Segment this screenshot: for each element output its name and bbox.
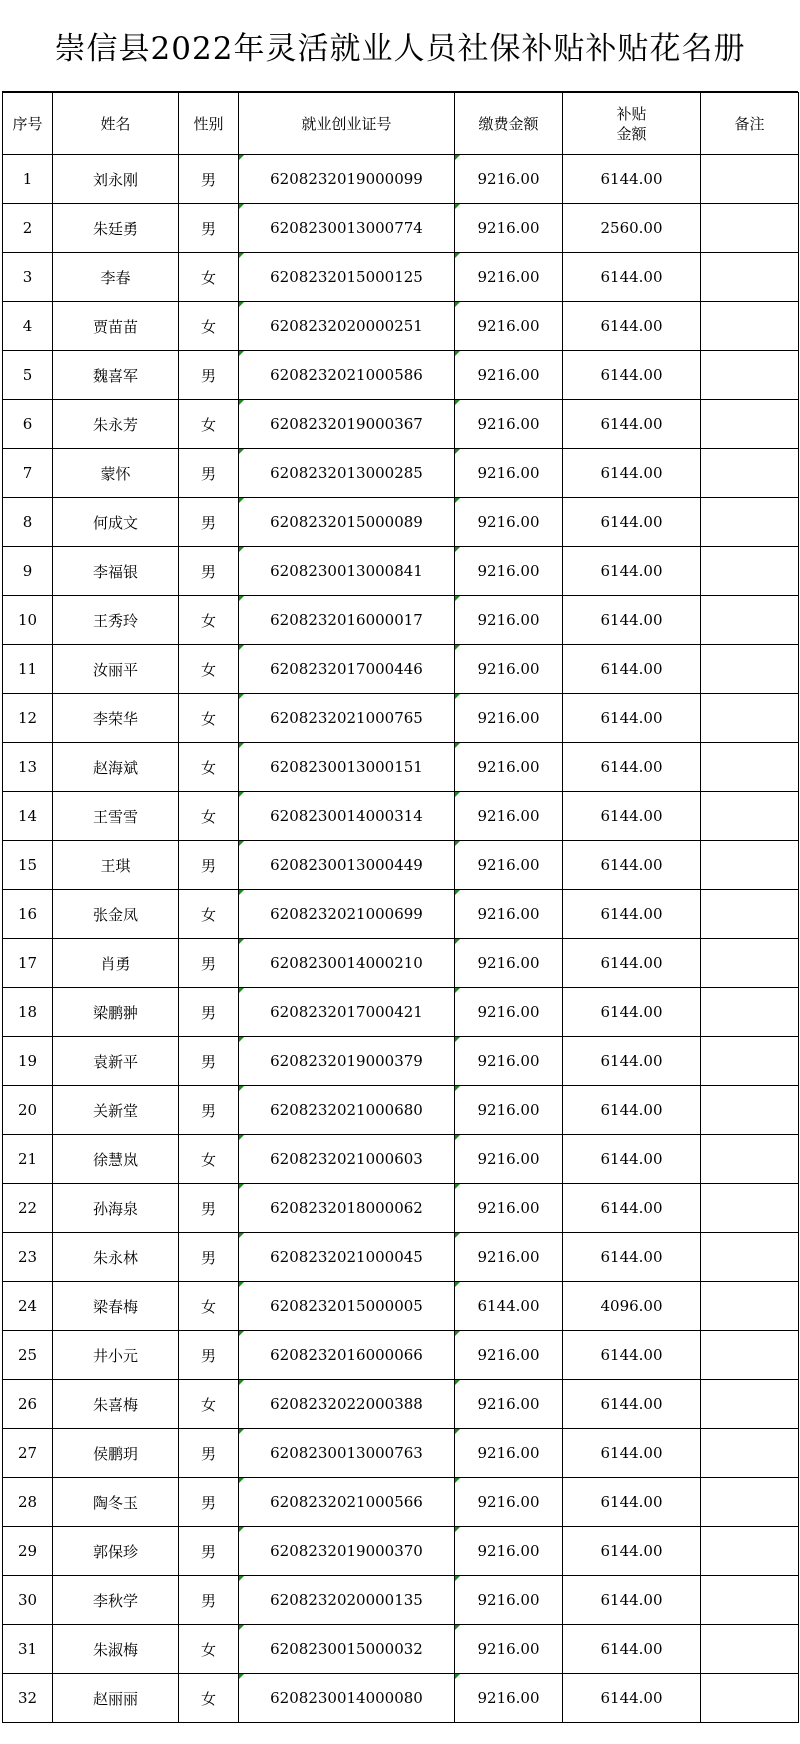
table-row xyxy=(3,1478,799,1527)
cell-sex[interactable]: 女 xyxy=(179,302,239,351)
cell-note[interactable] xyxy=(701,253,799,302)
cell-no[interactable]: 18 xyxy=(3,988,53,1037)
cell-sex[interactable]: 女 xyxy=(179,792,239,841)
cell-no[interactable]: 27 xyxy=(3,1429,53,1478)
cell-cert[interactable]: 6208232019000367 xyxy=(239,400,455,449)
cell-paid[interactable]: 9216.00 xyxy=(455,1429,563,1478)
cell-subsidy[interactable]: 6144.00 xyxy=(563,1576,701,1625)
cell-sex[interactable]: 男 xyxy=(179,547,239,596)
cell-paid[interactable]: 9216.00 xyxy=(455,841,563,890)
cell-name[interactable]: 汝丽平 xyxy=(53,645,179,694)
cell-note[interactable] xyxy=(701,498,799,547)
cell-sex[interactable]: 男 xyxy=(179,449,239,498)
cell-note[interactable] xyxy=(701,1135,799,1184)
table-row xyxy=(3,939,799,988)
cell-note[interactable] xyxy=(701,890,799,939)
cell-paid[interactable]: 9216.00 xyxy=(455,890,563,939)
cell-subsidy[interactable]: 6144.00 xyxy=(563,890,701,939)
cell-paid[interactable]: 9216.00 xyxy=(455,1233,563,1282)
cell-cert[interactable]: 6208230013000841 xyxy=(239,547,455,596)
header-sex[interactable]: 性别 xyxy=(179,93,239,155)
table-row xyxy=(3,155,799,204)
cell-no[interactable]: 9 xyxy=(3,547,53,596)
cell-note[interactable] xyxy=(701,351,799,400)
cell-name[interactable]: 朱永林 xyxy=(53,1233,179,1282)
cell-name[interactable]: 郭保珍 xyxy=(53,1527,179,1576)
cell-cert[interactable]: 6208232021000699 xyxy=(239,890,455,939)
cell-no[interactable]: 19 xyxy=(3,1037,53,1086)
cell-note[interactable] xyxy=(701,1037,799,1086)
table-row xyxy=(3,1576,799,1625)
cell-subsidy[interactable]: 6144.00 xyxy=(563,351,701,400)
cell-sex[interactable]: 女 xyxy=(179,1135,239,1184)
cell-no[interactable]: 16 xyxy=(3,890,53,939)
title-row xyxy=(2,0,798,92)
cell-name[interactable]: 李荣华 xyxy=(53,694,179,743)
cell-cert[interactable]: 6208232017000446 xyxy=(239,645,455,694)
cell-cert[interactable]: 6208232015000089 xyxy=(239,498,455,547)
cell-name[interactable]: 梁鹏翀 xyxy=(53,988,179,1037)
cell-name[interactable]: 朱永芳 xyxy=(53,400,179,449)
table-row xyxy=(3,547,799,596)
cell-sex[interactable]: 男 xyxy=(179,1478,239,1527)
cell-subsidy[interactable]: 6144.00 xyxy=(563,841,701,890)
table-row xyxy=(3,498,799,547)
cell-cert[interactable]: 6208232020000251 xyxy=(239,302,455,351)
table-row xyxy=(3,1331,799,1380)
cell-name[interactable]: 梁春梅 xyxy=(53,1282,179,1331)
cell-paid[interactable]: 9216.00 xyxy=(455,1184,563,1233)
cell-note[interactable] xyxy=(701,1086,799,1135)
table-row xyxy=(3,1380,799,1429)
cell-sex[interactable]: 女 xyxy=(179,253,239,302)
cell-no[interactable]: 14 xyxy=(3,792,53,841)
cell-subsidy[interactable]: 6144.00 xyxy=(563,1429,701,1478)
cell-subsidy[interactable]: 6144.00 xyxy=(563,939,701,988)
table-row xyxy=(3,302,799,351)
cell-name[interactable]: 朱淑梅 xyxy=(53,1625,179,1674)
cell-sex[interactable]: 男 xyxy=(179,841,239,890)
table-row xyxy=(3,351,799,400)
cell-no[interactable]: 10 xyxy=(3,596,53,645)
cell-note[interactable] xyxy=(701,743,799,792)
cell-cert[interactable]: 6208232019000370 xyxy=(239,1527,455,1576)
cell-no[interactable]: 24 xyxy=(3,1282,53,1331)
cell-paid[interactable]: 9216.00 xyxy=(455,1625,563,1674)
cell-cert[interactable]: 6208232022000388 xyxy=(239,1380,455,1429)
cell-no[interactable]: 5 xyxy=(3,351,53,400)
cell-no[interactable]: 3 xyxy=(3,253,53,302)
cell-no[interactable]: 4 xyxy=(3,302,53,351)
cell-note[interactable] xyxy=(701,1527,799,1576)
table-row xyxy=(3,400,799,449)
table-row xyxy=(3,743,799,792)
cell-subsidy[interactable]: 6144.00 xyxy=(563,302,701,351)
cell-sex[interactable]: 女 xyxy=(179,645,239,694)
cell-subsidy[interactable]: 6144.00 xyxy=(563,547,701,596)
cell-subsidy[interactable]: 6144.00 xyxy=(563,1674,701,1723)
cell-name[interactable]: 朱喜梅 xyxy=(53,1380,179,1429)
cell-sex[interactable]: 男 xyxy=(179,939,239,988)
cell-subsidy[interactable]: 6144.00 xyxy=(563,1331,701,1380)
cell-cert[interactable]: 6208230013000763 xyxy=(239,1429,455,1478)
cell-cert[interactable]: 6208232015000125 xyxy=(239,253,455,302)
cell-name[interactable]: 陶冬玉 xyxy=(53,1478,179,1527)
header-subsidy[interactable]: 补贴 金额 xyxy=(563,93,701,155)
cell-no[interactable]: 21 xyxy=(3,1135,53,1184)
table-row xyxy=(3,1037,799,1086)
cell-name[interactable]: 李福银 xyxy=(53,547,179,596)
cell-note[interactable] xyxy=(701,792,799,841)
cell-sex[interactable]: 女 xyxy=(179,743,239,792)
cell-paid[interactable]: 9216.00 xyxy=(455,302,563,351)
cell-no[interactable]: 25 xyxy=(3,1331,53,1380)
cell-cert[interactable]: 6208232013000285 xyxy=(239,449,455,498)
cell-subsidy[interactable]: 6144.00 xyxy=(563,1135,701,1184)
header-name[interactable]: 姓名 xyxy=(53,93,179,155)
cell-note[interactable] xyxy=(701,449,799,498)
cell-sex[interactable]: 男 xyxy=(179,1086,239,1135)
cell-cert[interactable]: 6208232019000099 xyxy=(239,155,455,204)
cell-cert[interactable]: 6208232021000566 xyxy=(239,1478,455,1527)
cell-subsidy[interactable]: 6144.00 xyxy=(563,1086,701,1135)
cell-no[interactable]: 8 xyxy=(3,498,53,547)
cell-paid[interactable]: 9216.00 xyxy=(455,1380,563,1429)
header-no[interactable]: 序号 xyxy=(3,93,53,155)
cell-no[interactable]: 2 xyxy=(3,204,53,253)
table-row xyxy=(3,890,799,939)
cell-subsidy[interactable]: 6144.00 xyxy=(563,792,701,841)
cell-cert[interactable]: 6208232016000066 xyxy=(239,1331,455,1380)
cell-no[interactable]: 20 xyxy=(3,1086,53,1135)
cell-note[interactable] xyxy=(701,596,799,645)
cell-no[interactable]: 7 xyxy=(3,449,53,498)
cell-cert[interactable]: 6208230013000449 xyxy=(239,841,455,890)
cell-note[interactable] xyxy=(701,1233,799,1282)
cell-subsidy[interactable]: 6144.00 xyxy=(563,645,701,694)
cell-name[interactable]: 李秋学 xyxy=(53,1576,179,1625)
cell-sex[interactable]: 女 xyxy=(179,1625,239,1674)
cell-no[interactable]: 26 xyxy=(3,1380,53,1429)
cell-no[interactable]: 31 xyxy=(3,1625,53,1674)
cell-no[interactable]: 28 xyxy=(3,1478,53,1527)
cell-paid[interactable]: 9216.00 xyxy=(455,1478,563,1527)
cell-cert[interactable]: 6208232017000421 xyxy=(239,988,455,1037)
cell-note[interactable] xyxy=(701,547,799,596)
cell-name[interactable]: 袁新平 xyxy=(53,1037,179,1086)
cell-subsidy[interactable]: 6144.00 xyxy=(563,1184,701,1233)
cell-cert[interactable]: 6208232018000062 xyxy=(239,1184,455,1233)
cell-name[interactable]: 肖勇 xyxy=(53,939,179,988)
cell-name[interactable]: 王琪 xyxy=(53,841,179,890)
table-row xyxy=(3,841,799,890)
cell-name[interactable]: 魏喜军 xyxy=(53,351,179,400)
table-row xyxy=(3,1674,799,1723)
cell-no[interactable]: 23 xyxy=(3,1233,53,1282)
cell-paid[interactable]: 9216.00 xyxy=(455,694,563,743)
cell-sex[interactable]: 男 xyxy=(179,1037,239,1086)
cell-note[interactable] xyxy=(701,1576,799,1625)
header-note[interactable]: 备注 xyxy=(701,93,799,155)
cell-cert[interactable]: 6208232019000379 xyxy=(239,1037,455,1086)
table-row xyxy=(3,988,799,1037)
cell-subsidy[interactable]: 6144.00 xyxy=(563,1037,701,1086)
cell-sex[interactable]: 男 xyxy=(179,1233,239,1282)
header-row xyxy=(3,93,799,155)
table-row xyxy=(3,792,799,841)
cell-sex[interactable]: 女 xyxy=(179,1380,239,1429)
cell-cert[interactable]: 6208232021000765 xyxy=(239,694,455,743)
cell-paid[interactable]: 9216.00 xyxy=(455,1576,563,1625)
cell-name[interactable]: 贾苗苗 xyxy=(53,302,179,351)
table-row xyxy=(3,596,799,645)
table-row xyxy=(3,253,799,302)
cell-cert[interactable]: 6208232021000045 xyxy=(239,1233,455,1282)
cell-cert[interactable]: 6208230013000151 xyxy=(239,743,455,792)
table-body xyxy=(3,155,799,1723)
cell-note[interactable] xyxy=(701,645,799,694)
table-row xyxy=(3,1282,799,1331)
cell-sex[interactable]: 女 xyxy=(179,694,239,743)
cell-name[interactable]: 朱廷勇 xyxy=(53,204,179,253)
cell-paid[interactable]: 9216.00 xyxy=(455,939,563,988)
cell-paid[interactable]: 9216.00 xyxy=(455,351,563,400)
cell-cert[interactable]: 6208230014000210 xyxy=(239,939,455,988)
cell-name[interactable]: 何成文 xyxy=(53,498,179,547)
table-row xyxy=(3,1233,799,1282)
cell-note[interactable] xyxy=(701,1429,799,1478)
cell-no[interactable]: 29 xyxy=(3,1527,53,1576)
cell-subsidy[interactable]: 2560.00 xyxy=(563,204,701,253)
table-row xyxy=(3,449,799,498)
cell-cert[interactable]: 6208232020000135 xyxy=(239,1576,455,1625)
cell-sex[interactable]: 男 xyxy=(179,1429,239,1478)
cell-paid[interactable]: 9216.00 xyxy=(455,253,563,302)
cell-cert[interactable]: 6208230014000080 xyxy=(239,1674,455,1723)
cell-no[interactable]: 12 xyxy=(3,694,53,743)
cell-paid[interactable]: 9216.00 xyxy=(455,1674,563,1723)
cell-sex[interactable]: 男 xyxy=(179,204,239,253)
cell-note[interactable] xyxy=(701,1478,799,1527)
table-row xyxy=(3,1184,799,1233)
cell-paid[interactable]: 9216.00 xyxy=(455,743,563,792)
cell-subsidy[interactable]: 6144.00 xyxy=(563,253,701,302)
cell-subsidy[interactable]: 6144.00 xyxy=(563,1380,701,1429)
cell-name[interactable]: 孙海泉 xyxy=(53,1184,179,1233)
cell-note[interactable] xyxy=(701,988,799,1037)
cell-no[interactable]: 11 xyxy=(3,645,53,694)
cell-subsidy[interactable]: 6144.00 xyxy=(563,1625,701,1674)
cell-name[interactable]: 蒙怀 xyxy=(53,449,179,498)
cell-paid[interactable]: 9216.00 xyxy=(455,1527,563,1576)
cell-subsidy[interactable]: 6144.00 xyxy=(563,988,701,1037)
cell-paid[interactable]: 9216.00 xyxy=(455,400,563,449)
cell-subsidy[interactable]: 6144.00 xyxy=(563,743,701,792)
cell-sex[interactable]: 女 xyxy=(179,1282,239,1331)
cell-no[interactable]: 15 xyxy=(3,841,53,890)
cell-name[interactable]: 赵海斌 xyxy=(53,743,179,792)
table-row xyxy=(3,1527,799,1576)
cell-note[interactable] xyxy=(701,1625,799,1674)
cell-sex[interactable]: 女 xyxy=(179,890,239,939)
table-row xyxy=(3,204,799,253)
cell-note[interactable] xyxy=(701,939,799,988)
cell-sex[interactable]: 男 xyxy=(179,1527,239,1576)
header-cert[interactable]: 就业创业证号 xyxy=(239,93,455,155)
cell-note[interactable] xyxy=(701,841,799,890)
cell-name[interactable]: 李春 xyxy=(53,253,179,302)
cell-cert[interactable]: 6208232021000586 xyxy=(239,351,455,400)
cell-paid[interactable]: 6144.00 xyxy=(455,1282,563,1331)
cell-no[interactable]: 32 xyxy=(3,1674,53,1723)
cell-note[interactable] xyxy=(701,155,799,204)
cell-sex[interactable]: 女 xyxy=(179,1674,239,1723)
cell-cert[interactable]: 6208232016000017 xyxy=(239,596,455,645)
cell-note[interactable] xyxy=(701,302,799,351)
cell-sex[interactable]: 男 xyxy=(179,155,239,204)
cell-subsidy[interactable]: 6144.00 xyxy=(563,1527,701,1576)
header-paid[interactable]: 缴费金额 xyxy=(455,93,563,155)
cell-name[interactable]: 刘永刚 xyxy=(53,155,179,204)
cell-note[interactable] xyxy=(701,1674,799,1723)
cell-name[interactable]: 赵丽丽 xyxy=(53,1674,179,1723)
table-row xyxy=(3,1086,799,1135)
cell-no[interactable]: 6 xyxy=(3,400,53,449)
cell-paid[interactable]: 9216.00 xyxy=(455,498,563,547)
cell-name[interactable]: 徐慧岚 xyxy=(53,1135,179,1184)
cell-paid[interactable]: 9216.00 xyxy=(455,1037,563,1086)
cell-cert[interactable]: 6208232021000680 xyxy=(239,1086,455,1135)
cell-no[interactable]: 30 xyxy=(3,1576,53,1625)
cell-subsidy[interactable]: 4096.00 xyxy=(563,1282,701,1331)
cell-note[interactable] xyxy=(701,1331,799,1380)
cell-paid[interactable]: 9216.00 xyxy=(455,596,563,645)
cell-sex[interactable]: 男 xyxy=(179,1331,239,1380)
cell-cert[interactable]: 6208232015000005 xyxy=(239,1282,455,1331)
cell-subsidy[interactable]: 6144.00 xyxy=(563,1478,701,1527)
cell-note[interactable] xyxy=(701,400,799,449)
cell-paid[interactable]: 9216.00 xyxy=(455,204,563,253)
page-title: 崇信县2022年灵活就业人员社保补贴补贴花名册 xyxy=(54,31,746,67)
cell-sex[interactable]: 男 xyxy=(179,1576,239,1625)
cell-name[interactable]: 王雪雪 xyxy=(53,792,179,841)
cell-cert[interactable]: 6208230015000032 xyxy=(239,1625,455,1674)
cell-paid[interactable]: 9216.00 xyxy=(455,1086,563,1135)
cell-cert[interactable]: 6208232021000603 xyxy=(239,1135,455,1184)
cell-cert[interactable]: 6208230014000314 xyxy=(239,792,455,841)
cell-paid[interactable]: 9216.00 xyxy=(455,792,563,841)
table-row xyxy=(3,694,799,743)
cell-subsidy[interactable]: 6144.00 xyxy=(563,694,701,743)
cell-sex[interactable]: 男 xyxy=(179,498,239,547)
cell-note[interactable] xyxy=(701,1184,799,1233)
cell-no[interactable]: 17 xyxy=(3,939,53,988)
cell-name[interactable]: 井小元 xyxy=(53,1331,179,1380)
cell-name[interactable]: 侯鹏玥 xyxy=(53,1429,179,1478)
cell-no[interactable]: 1 xyxy=(3,155,53,204)
cell-paid[interactable]: 9216.00 xyxy=(455,1331,563,1380)
cell-note[interactable] xyxy=(701,1282,799,1331)
cell-subsidy[interactable]: 6144.00 xyxy=(563,449,701,498)
table-row xyxy=(3,1625,799,1674)
cell-note[interactable] xyxy=(701,694,799,743)
roster-table xyxy=(2,92,799,1723)
table-row xyxy=(3,645,799,694)
cell-paid[interactable]: 9216.00 xyxy=(455,988,563,1037)
cell-sex[interactable]: 男 xyxy=(179,351,239,400)
roster-sheet xyxy=(2,0,798,1744)
cell-name[interactable]: 张金凤 xyxy=(53,890,179,939)
table-row xyxy=(3,1429,799,1478)
cell-subsidy[interactable]: 6144.00 xyxy=(563,155,701,204)
cell-subsidy[interactable]: 6144.00 xyxy=(563,596,701,645)
cell-paid[interactable]: 9216.00 xyxy=(455,155,563,204)
cell-paid[interactable]: 9216.00 xyxy=(455,547,563,596)
table-row xyxy=(3,1135,799,1184)
cell-paid[interactable]: 9216.00 xyxy=(455,449,563,498)
cell-note[interactable] xyxy=(701,1380,799,1429)
cell-no[interactable]: 22 xyxy=(3,1184,53,1233)
cell-name[interactable]: 王秀玲 xyxy=(53,596,179,645)
cell-name[interactable]: 关新堂 xyxy=(53,1086,179,1135)
cell-sex[interactable]: 男 xyxy=(179,988,239,1037)
cell-subsidy[interactable]: 6144.00 xyxy=(563,498,701,547)
cell-no[interactable]: 13 xyxy=(3,743,53,792)
cell-subsidy[interactable]: 6144.00 xyxy=(563,1233,701,1282)
cell-sex[interactable]: 男 xyxy=(179,1184,239,1233)
cell-subsidy[interactable]: 6144.00 xyxy=(563,400,701,449)
cell-sex[interactable]: 女 xyxy=(179,400,239,449)
cell-note[interactable] xyxy=(701,204,799,253)
cell-paid[interactable]: 9216.00 xyxy=(455,645,563,694)
cell-sex[interactable]: 女 xyxy=(179,596,239,645)
cell-cert[interactable]: 6208230013000774 xyxy=(239,204,455,253)
cell-paid[interactable]: 9216.00 xyxy=(455,1135,563,1184)
